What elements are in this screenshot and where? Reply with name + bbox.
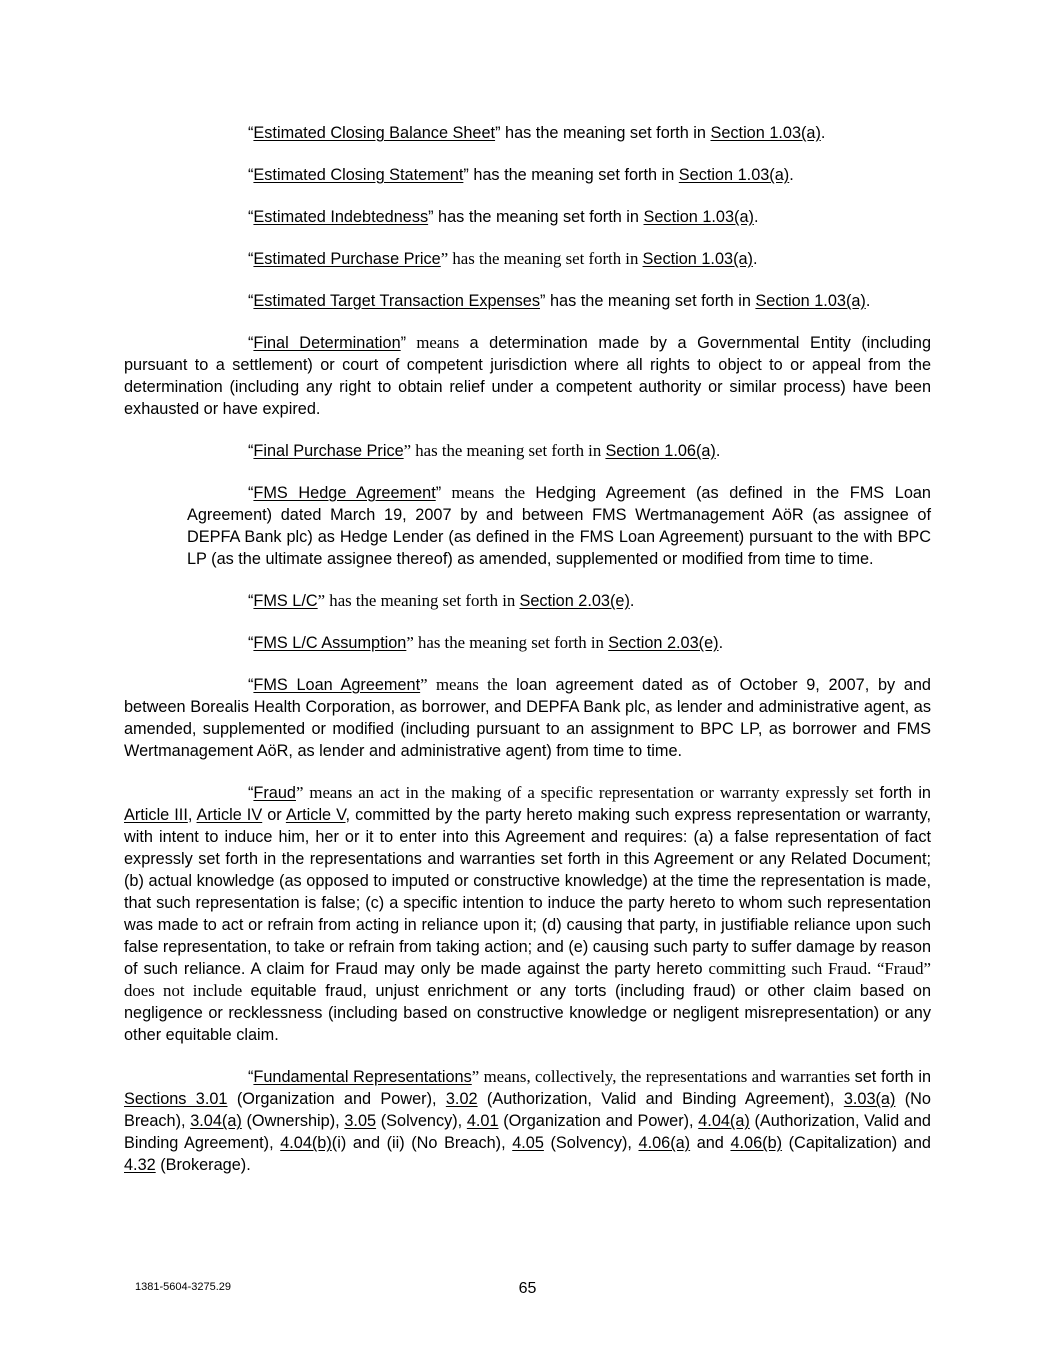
section-reference: Section 1.03(a) — [643, 208, 754, 226]
section-reference: 4.06(a) — [638, 1134, 691, 1152]
definition-estimated-closing-balance-sheet: “Estimated Closing Balance Sheet” has the meaning set forth in Section 1.03(a). — [248, 124, 826, 142]
document-id: 1381-5604-3275.29 — [135, 1281, 232, 1293]
definition-text: has the meaning set forth in — [545, 292, 756, 310]
definition-estimated-closing-statement: “Estimated Closing Statement” has the meaning set forth in Section 1.03(a). — [248, 166, 794, 184]
definition-text: has the meaning set forth in — [411, 441, 606, 460]
defined-term: Final Determination — [253, 334, 401, 352]
section-reference: 4.04(b) — [280, 1134, 332, 1152]
definition-fms-lc-assumption: “FMS L/C Assumption” has the meaning set forth in Section 2.03(e). — [248, 633, 724, 652]
definition-text: forth in — [879, 784, 931, 802]
section-reference: Section 1.03(a) — [755, 292, 866, 310]
section-reference: Section 2.03(e) — [519, 592, 630, 610]
defined-term: FMS L/C Assumption — [253, 634, 407, 652]
defined-term: Estimated Purchase Price — [253, 250, 441, 268]
definitions-body — [124, 122, 931, 1196]
section-description: (Organization and Power), — [498, 1112, 699, 1130]
section-description: (Solvency), — [376, 1112, 467, 1130]
definition-text: has the meaning set forth in — [433, 208, 644, 226]
section-description: (i) and (ii) (No Breach), — [331, 1134, 513, 1152]
separator: or — [262, 806, 286, 824]
definition-text: committing such Fraud. “Fraud” does not include — [124, 959, 931, 1000]
definition-means: means — [406, 333, 470, 352]
definition-text: has the meaning set forth in — [448, 249, 643, 268]
article-reference: Article V — [285, 806, 346, 824]
definition-text: set forth in — [854, 1068, 932, 1086]
defined-term: Estimated Indebtedness — [253, 208, 429, 226]
definition-final-purchase-price: “Final Purchase Price” has the meaning set forth in Section 1.06(a). — [248, 441, 721, 460]
section-reference: Sections 3.01 — [124, 1090, 228, 1108]
section-reference: 4.01 — [466, 1112, 499, 1130]
section-description: (No Breach), — [124, 1090, 931, 1130]
article-reference: Article IV — [196, 806, 263, 824]
definition-text: , committed by the party hereto making such express representation or warranty, with intent to induce him, her or it to enter into this Agreement and requires: (a) a false representation of fact expressly set forth in the representations and warranties set forth in this Agreement or any Related Document; (b) actual knowledge (as opposed to imputed or constructive knowledge) at the time the representation is made, that such representation is false; (c) a specific intention to induce the party hereto to whom such representation was made to act or refrain from acting in reliance upon it; (d) causing that party, in justifiable reliance upon such false representation, to take or refrain from taking action; and (e) causing such party to suffer damage by reason of such reliance. A claim for Fraud may only be made against the party hereto — [124, 806, 932, 978]
defined-term: Fraud — [253, 784, 296, 802]
section-reference: Section 2.03(e) — [608, 634, 719, 652]
definition-final-determination: “Final Determination” means a determination made by a Governmental Entity (including pursuant to a settlement) or court of competent jurisdiction where all rights to object to or appeal from the determination (including any right to obtain relief under a competent authority or similar process) have been exhausted or have expired. — [124, 333, 932, 418]
defined-term: FMS L/C — [253, 592, 318, 610]
definition-estimated-purchase-price: “Estimated Purchase Price” has the meaning set forth in Section 1.03(a). — [248, 249, 758, 268]
section-description: (Authorization, Valid and Binding Agreement), — [124, 1112, 931, 1152]
section-description: (Organization and Power), — [227, 1090, 446, 1108]
section-reference: Section 1.03(a) — [678, 166, 790, 184]
definition-text: has the meaning set forth in — [325, 591, 520, 610]
section-description: and — [690, 1134, 731, 1152]
section-reference: 3.04(a) — [190, 1112, 242, 1130]
defined-term: Final Purchase Price — [253, 442, 404, 460]
definition-text: has the meaning set forth in — [500, 124, 711, 142]
defined-term: Estimated Target Transaction Expenses — [253, 292, 541, 310]
definition-text: loan agreement dated as of October 9, 2007, by and between Borealis Health Corporation, as borrower, and DEPFA Bank plc, as lender and administrative agent, as amended, supplemented or modified (including pursuant to an assignment to BPC LP, as borrower and FMS Wertmanagement AöR, as lender and administrative agent) from time to time. — [124, 676, 931, 760]
defined-term: Fundamental Representations — [253, 1068, 472, 1086]
section-reference: 4.06(b) — [730, 1134, 783, 1152]
definition-text: has the meaning set forth in — [468, 166, 679, 184]
definition-fms-lc: “FMS L/C” has the meaning set forth in Section 2.03(e). — [248, 591, 635, 610]
defined-term: FMS Hedge Agreement — [253, 484, 436, 502]
separator: , — [187, 806, 197, 824]
definition-text: means, collectively, the representations and warranties — [479, 1067, 855, 1086]
section-reference: 4.05 — [512, 1134, 544, 1152]
defined-term: Estimated Closing Statement — [253, 166, 464, 184]
section-reference: Section 1.03(a) — [642, 250, 753, 268]
definition-means: means the — [441, 483, 536, 502]
section-reference: Section 1.03(a) — [710, 124, 821, 142]
section-description: (Ownership), — [241, 1112, 345, 1130]
definition-means: means the — [427, 675, 517, 694]
definition-text: a determination made by a Governmental Entity (including pursuant to a settlement) or court of competent jurisdiction where all rights to object to or appeal from the determination (including any right to obtain relief under a competent authority or similar process) have been exhausted or have expired. — [124, 334, 932, 418]
definition-fraud: “Fraud” means an act in the making of a specific representation or warranty expressly set forth in Article III, Article IV or Article V, committed by the party hereto making such express representation or warranty, with intent to induce him, her or it to enter into this Agreement and requires: (a) a false representation of fact expressly set forth in the representations and warranties set forth in this Agreement or any Related Document; (b) actual knowledge (as opposed to imputed or constructive knowledge) at the time the representation is made, that such representation is false; (c) a specific intention to induce the party hereto to whom such representation was made to act or refrain from acting in reliance upon it; (d) causing that party, in justifiable reliance upon such false representation, to take or refrain from taking action; and (e) causing such party to suffer damage by reason of such reliance. A claim for Fraud may only be made against the party hereto committing such Fraud. “Fraud” does not include equitable fraud, unjust enrichment or any torts (including fraud) or other claim based on negligence or recklessness (including based on constructive knowledge or negligent misrepresentation) or any other equitable claim. — [124, 783, 932, 1044]
definition-fms-loan-agreement: “FMS Loan Agreement” means the loan agreement dated as of October 9, 2007, by and between Borealis Health Corporation, as borrower, and DEPFA Bank plc, as lender and administrative agent, as amended, supplemented or modified (including pursuant to an assignment to BPC LP, as borrower and FMS Wertmanagement AöR, as lender and administrative agent) from time to time. — [124, 675, 931, 760]
definition-text: Hedging Agreement (as defined in the FMS Loan Agreement) dated March 19, 2007 by and between FMS Wertmanagement AöR (as assignee of DEPFA Bank plc) as Hedge Lender (as defined in the FMS Loan Agreement) pursuant to the with BPC LP (as the ultimate assignee thereof) as amended, supplemented or modified from time to time. — [187, 484, 931, 568]
article-reference: Article III — [124, 806, 188, 824]
section-reference: 3.05 — [344, 1112, 377, 1130]
definition-estimated-indebtedness: “Estimated Indebtedness” has the meaning set forth in Section 1.03(a). — [248, 208, 759, 226]
section-description: (Capitalization) and — [782, 1134, 931, 1152]
section-description: (Authorization, Valid and Binding Agreement), — [477, 1090, 844, 1108]
defined-term: FMS Loan Agreement — [253, 676, 421, 694]
section-reference: 3.02 — [445, 1090, 478, 1108]
section-description: (Brokerage). — [155, 1156, 251, 1174]
section-reference: Section 1.06(a) — [605, 442, 716, 460]
definition-text: has the meaning set forth in — [413, 633, 609, 652]
definition-fundamental-representations: “Fundamental Representations” means, collectively, the representations and warranties set forth in Sections 3.01 (Organization and Power), 3.02 (Authorization, Valid and Binding Agreement), 3.03(a) (No Breach), 3.04(a) (Ownership), 3.05 (Solvency), 4.01 (Organization and Power), 4.04(a) (Authorization, Valid and Binding Agreement), 4.04(b)(i) and (ii) (No Breach), 4.05 (Solvency), 4.06(a) and 4.06(b) (Capitalization) and 4.32 (Brokerage). — [124, 1067, 932, 1174]
section-description: (Solvency), — [543, 1134, 639, 1152]
definition-fms-hedge-agreement: “FMS Hedge Agreement” means the Hedging Agreement (as defined in the FMS Loan Agreement) dated March 19, 2007 by and between FMS Wertmanagement AöR (as assignee of DEPFA Bank plc) as Hedge Lender (as defined in the FMS Loan Agreement) pursuant to the with BPC LP (as the ultimate assignee thereof) as amended, supplemented or modified from time to time. — [187, 483, 931, 568]
page-number: 65 — [518, 1280, 537, 1297]
definition-estimated-target-transaction-expenses: “Estimated Target Transaction Expenses” has the meaning set forth in Section 1.03(a). — [248, 292, 871, 310]
section-reference: 4.32 — [124, 1156, 156, 1174]
defined-term: Estimated Closing Balance Sheet — [253, 124, 496, 142]
definition-text: means an act in the making of a specific representation or warranty expressly set — [303, 783, 880, 802]
definition-text: equitable fraud, unjust enrichment or any torts (including fraud) or other claim based on negligence or recklessness (including based on constructive knowledge or negligent misrepresentation) or any other equitable claim. — [124, 982, 932, 1044]
section-reference: 3.03(a) — [843, 1090, 896, 1108]
section-reference: 4.04(a) — [698, 1112, 750, 1130]
